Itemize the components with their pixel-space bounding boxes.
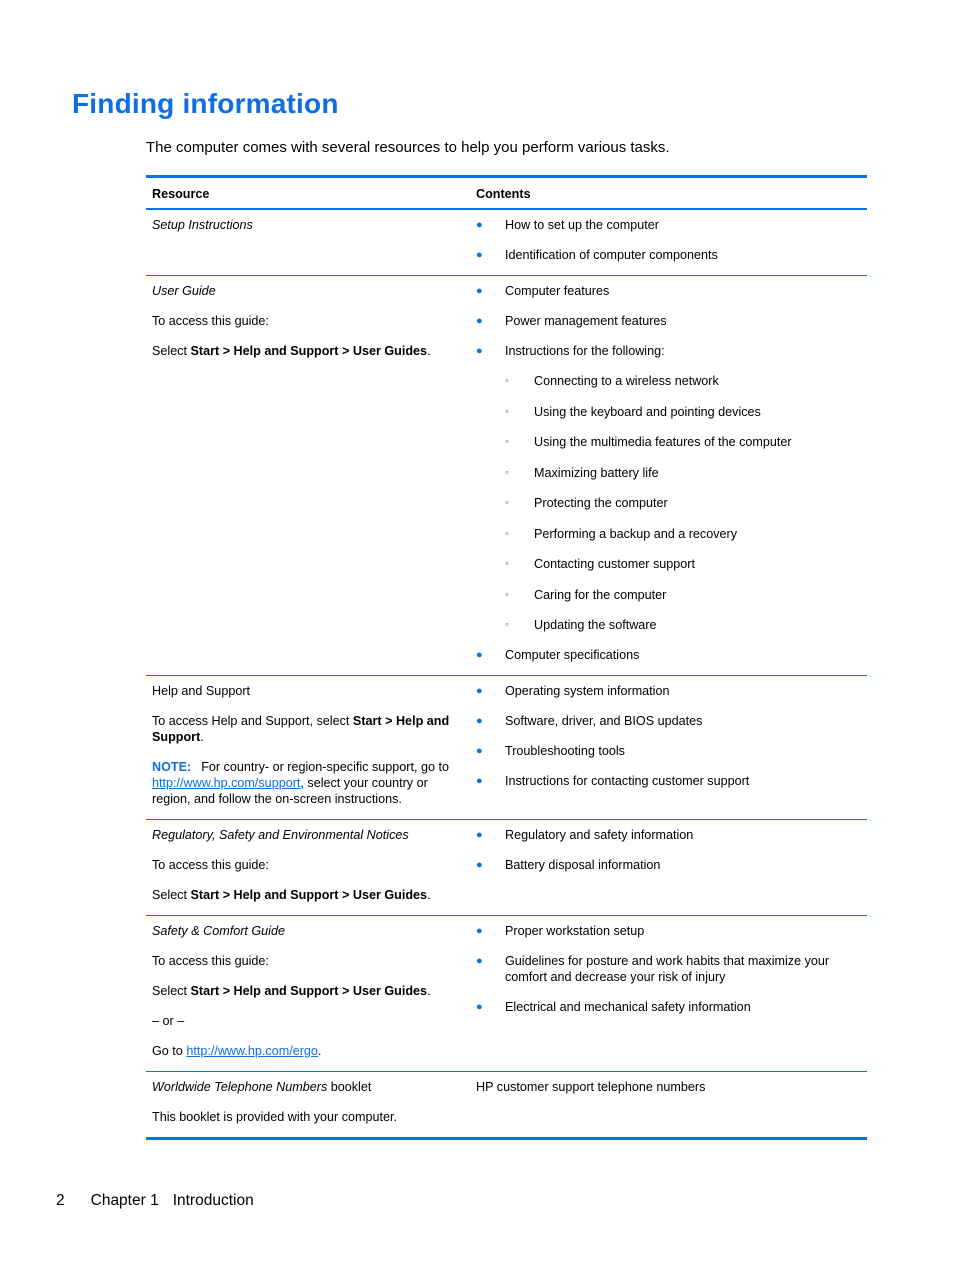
page-footer [56, 1192, 254, 1210]
table-row [146, 916, 867, 1072]
table-row [146, 1072, 867, 1139]
access-text: To access this guide: [152, 858, 269, 872]
access-text: To access this guide: [152, 314, 269, 328]
chapter-title: Introduction [172, 1192, 254, 1209]
sub-list-item: ◦ Connecting to a wireless network [505, 373, 861, 389]
contents-cell [470, 1072, 867, 1139]
resource-name: Safety & Comfort Guide [152, 924, 285, 938]
resource-cell [146, 1072, 470, 1139]
contents-cell [470, 676, 867, 820]
chapter-label: Chapter 1 [90, 1192, 159, 1209]
sub-list-item: ◦ Caring for the computer [505, 587, 861, 603]
page-number: 2 [56, 1192, 65, 1209]
sub-list [505, 373, 861, 633]
list-item: ● Computer features [476, 283, 861, 299]
header-resource: Resource [146, 177, 470, 210]
sub-list-item: ◦ Using the multimedia features of the computer [505, 434, 861, 450]
table-row [146, 276, 867, 676]
list-item: ● Proper workstation setup [476, 923, 861, 939]
resource-cell [146, 276, 470, 676]
select-path: Select Start > Help and Support > User Guides. [152, 344, 431, 358]
resource-name: User Guide [152, 284, 216, 298]
list-item: ● Instructions for contacting customer support [476, 773, 861, 789]
resource-cell [146, 676, 470, 820]
list-item: ● Software, driver, and BIOS updates [476, 713, 861, 729]
note-label: NOTE: [152, 760, 192, 774]
resources-table [146, 175, 867, 1140]
resource-name: Setup Instructions [152, 218, 253, 232]
contents-cell [470, 276, 867, 676]
contents-cell [470, 820, 867, 916]
contents-cell [470, 916, 867, 1072]
access-text: To access Help and Support, select Start > Help and Support. [152, 714, 450, 744]
list-item: ● Computer specifications [476, 647, 861, 663]
or-separator: – or – [152, 1014, 185, 1028]
page-title: Finding information [72, 88, 339, 119]
table-row [146, 676, 867, 820]
list-item: ● How to set up the computer [476, 217, 861, 233]
select-path: Select Start > Help and Support > User Guides. [152, 984, 431, 998]
note: NOTE: For country- or region-specific support, go to http://www.hp.com/support, select your country or region, and follow the on-screen instructions. [152, 760, 449, 806]
list-item: ● Instructions for the following: ◦ Connecting to a wireless network ◦ Using the keyboard and pointing devices ◦ Using the multimedia features of the computer ◦ Maximizing battery life ◦ Protecting the computer ◦ Performing a backup and a recovery ◦ Contacting customer support ◦ Caring for the computer ◦ Updating the software [476, 343, 861, 633]
resource-cell [146, 916, 470, 1072]
sub-list-item: ◦ Using the keyboard and pointing devices [505, 404, 861, 420]
resource-cell [146, 820, 470, 916]
contents-cell [470, 209, 867, 276]
list-item: ● Operating system information [476, 683, 861, 699]
list-item: ● Identification of computer components [476, 247, 861, 263]
table-row [146, 209, 867, 276]
list-item: ● Battery disposal information [476, 857, 861, 873]
sub-list-item: ◦ Protecting the computer [505, 495, 861, 511]
list-item: ● Power management features [476, 313, 861, 329]
header-contents: Contents [470, 177, 867, 210]
sub-list-item: ◦ Maximizing battery life [505, 465, 861, 481]
resource-name: Regulatory, Safety and Environmental Notices [152, 828, 409, 842]
list-item: ● Troubleshooting tools [476, 743, 861, 759]
ergo-link[interactable]: http://www.hp.com/ergo [186, 1044, 318, 1058]
list-item: ● Electrical and mechanical safety information [476, 999, 861, 1015]
table-row [146, 820, 867, 916]
sub-list-item: ◦ Contacting customer support [505, 556, 861, 572]
support-link[interactable]: http://www.hp.com/support [152, 776, 301, 790]
sub-list-item: ◦ Performing a backup and a recovery [505, 526, 861, 542]
resource-name: Worldwide Telephone Numbers booklet [152, 1080, 372, 1094]
access-text: To access this guide: [152, 954, 269, 968]
table-header-row [146, 177, 867, 210]
resource-name: Help and Support [152, 684, 251, 698]
resource-cell [146, 209, 470, 276]
intro-text: The computer comes with several resources to help you perform various tasks. [146, 139, 670, 156]
goto-text: Go to http://www.hp.com/ergo. [152, 1044, 322, 1058]
list-item: ● Regulatory and safety information [476, 827, 861, 843]
booklet-note: This booklet is provided with your computer. [152, 1110, 397, 1124]
contents-text: HP customer support telephone numbers [476, 1080, 706, 1094]
sub-list-item: ◦ Updating the software [505, 617, 861, 633]
list-item: ● Guidelines for posture and work habits that maximize your comfort and decrease your risk of injury [476, 953, 861, 985]
select-path: Select Start > Help and Support > User Guides. [152, 888, 431, 902]
